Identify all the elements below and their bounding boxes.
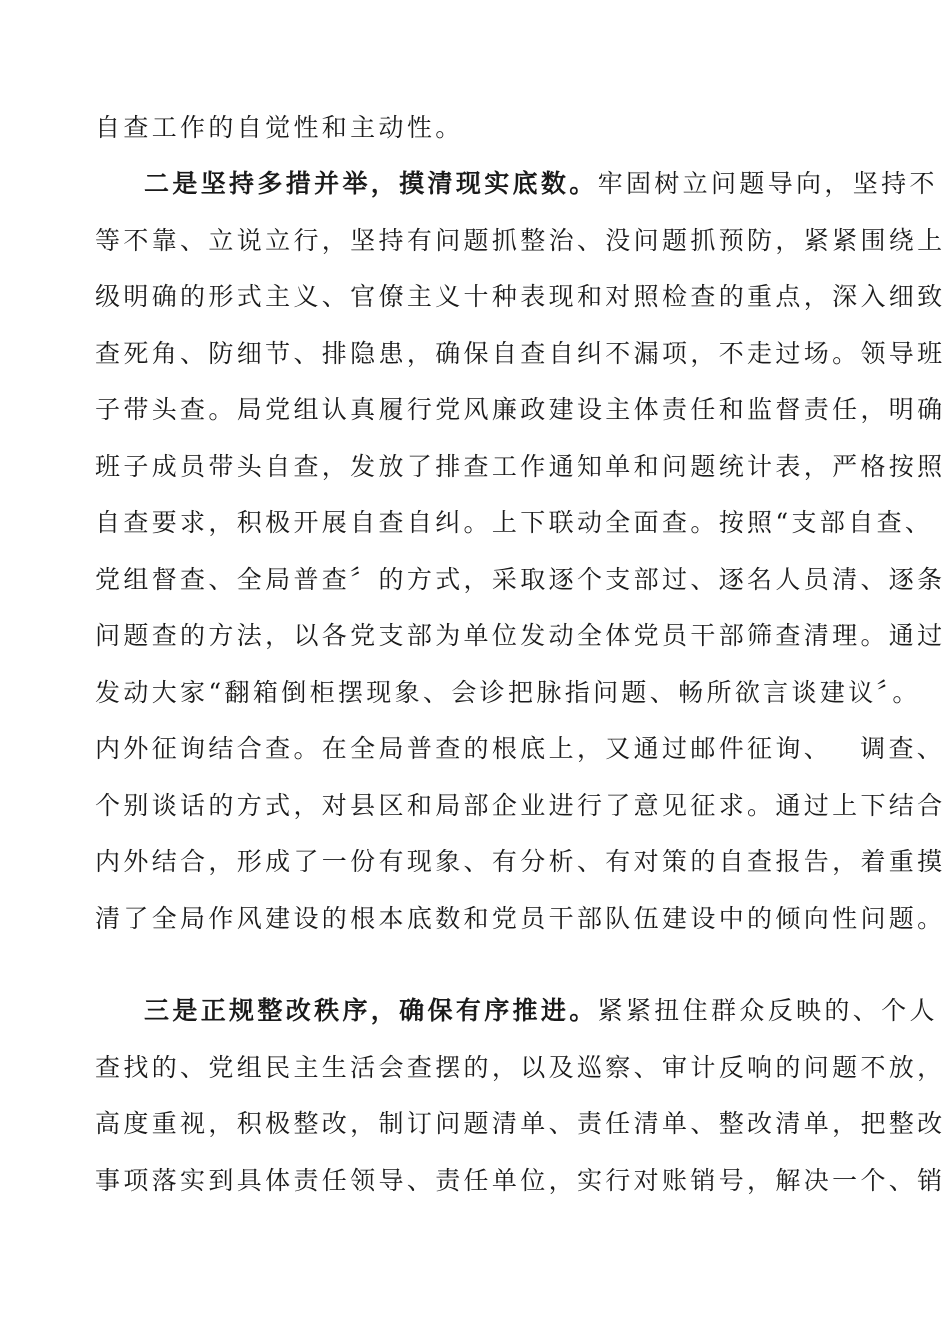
text-line-with-gap [95, 733, 950, 765]
text-line: 内外结合，形成了一份有现象、有分析、有对策的自查报告，着重摸 [95, 847, 946, 876]
paragraph-2-first-line [144, 168, 950, 200]
text-line: 班子成员带头自查，发放了排查工作通知单和问题统计表，严格按照 [95, 452, 946, 481]
paragraph-2-lead-text: 牢固树立问题导向，坚持不 [597, 169, 938, 198]
text-line: 党组督查、全局普查〞的方式，采取逐个支部过、逐名人员清、逐条 [95, 565, 946, 594]
paragraph-3-heading: 三是正规整改秩序，确保有序推进。 [144, 996, 598, 1025]
paragraph-3-lead-text: 紧紧扭住群众反映的、个人 [597, 996, 938, 1025]
text-line: 级明确的形式主义、官僚主义十种表现和对照检查的重点，深入细致 [95, 282, 946, 311]
text-line: 查找的、党组民主生活会查摆的，以及巡察、审计反响的问题不放， [95, 1053, 946, 1082]
text-line: 查死角、防细节、排隐患，确保自查自纠不漏项，不走过场。领导班 [95, 339, 946, 368]
text-segment: 调查、 [860, 734, 946, 763]
text-line: 等不靠、立说立行，坚持有问题抓整治、没问题抓预防，紧紧围绕上 [95, 226, 946, 255]
text-line: 问题查的方法，以各党支部为单位发动全体党员干部筛查清理。通过 [95, 621, 946, 650]
paragraph-2-heading: 二是坚持多措并举，摸清现实底数。 [144, 169, 598, 198]
text-line: 子带头查。局党组认真履行党风廉政建设主体责任和监督责任，明确 [95, 395, 946, 424]
text-line: 发动大家“翻箱倒柜摆现象、会诊把脉指问题、畅所欲言谈建议〞。 [95, 678, 921, 707]
text-line: 高度重视，积极整改，制订问题清单、责任清单、整改清单，把整改 [95, 1109, 946, 1138]
text-line: 自查要求，积极开展自查自纠。上下联动全面查。按照“支部自查、 [95, 508, 934, 537]
text-line: 自查工作的自觉性和主动性。 [95, 113, 464, 142]
text-line: 事项落实到具体责任领导、责任单位，实行对账销号，解决一个、销 [95, 1166, 946, 1195]
text-line: 个别谈话的方式，对县区和局部企业进行了意见征求。通过上下结合 [95, 791, 946, 820]
text-line: 清了全局作风建设的根本底数和党员干部队伍建设中的倾向性问题。 [95, 904, 946, 933]
paragraph-3-first-line [144, 995, 950, 1027]
text-segment: 内外征询结合查。在全局普查的根底上，又通过邮件征询、 [95, 734, 833, 763]
